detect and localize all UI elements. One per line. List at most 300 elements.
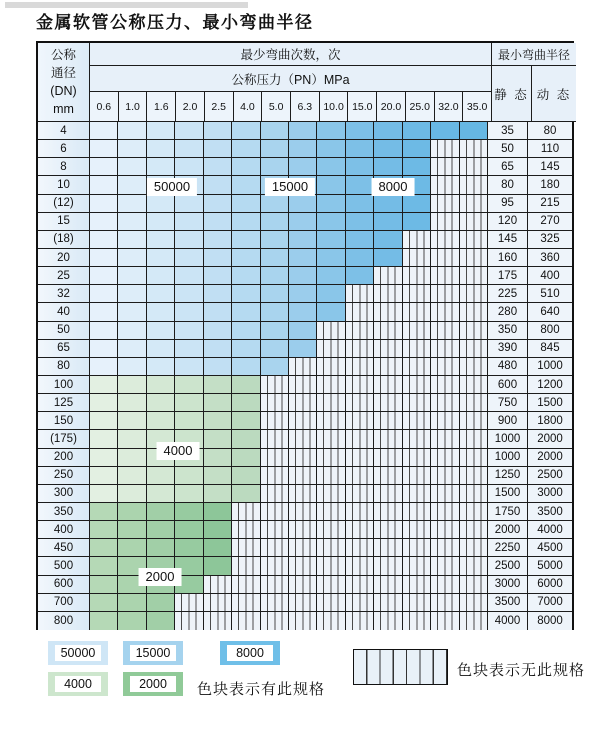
cycle-count-label: 8000 xyxy=(372,178,415,196)
dn-cell: 20 xyxy=(38,249,90,267)
dn-cell: (175) xyxy=(38,430,90,448)
spec-cell xyxy=(118,340,146,358)
spec-cell xyxy=(118,231,146,249)
spec-cell xyxy=(204,158,232,176)
table-row xyxy=(38,303,572,321)
spec-cell xyxy=(289,213,317,231)
static-value-cell: 280 xyxy=(488,303,528,321)
no-spec-cell xyxy=(374,322,402,340)
legend-swatch-label: 2000 xyxy=(130,676,176,692)
no-spec-cell xyxy=(431,140,459,158)
no-spec-cell xyxy=(431,267,459,285)
static-value-cell: 1000 xyxy=(488,430,528,448)
spec-cell xyxy=(147,612,175,630)
legend-swatch xyxy=(48,641,108,665)
spec-cell xyxy=(232,340,260,358)
spec-cell xyxy=(118,158,146,176)
no-spec-cell xyxy=(346,358,374,376)
cycle-count-label: 2000 xyxy=(139,568,182,586)
spec-cell xyxy=(232,140,260,158)
pressure-header: 公称压力（PN）MPa xyxy=(90,66,492,92)
static-value-cell: 50 xyxy=(488,140,528,158)
no-spec-cell xyxy=(431,576,459,594)
no-spec-cell xyxy=(460,140,488,158)
pressure-header-cell: 6.3 xyxy=(291,92,320,122)
no-spec-cell xyxy=(346,412,374,430)
spec-cell xyxy=(90,412,118,430)
dynamic-value-cell: 800 xyxy=(528,322,572,340)
pressure-header-cell: 25.0 xyxy=(406,92,435,122)
dn-cell: 300 xyxy=(38,485,90,503)
spec-cell xyxy=(204,467,232,485)
spec-cell xyxy=(118,267,146,285)
spec-cell xyxy=(147,285,175,303)
no-spec-cell xyxy=(403,467,431,485)
spec-cell xyxy=(90,195,118,213)
static-value-cell: 3500 xyxy=(488,594,528,612)
dn-cell: 125 xyxy=(38,394,90,412)
min-radius-header: 最小弯曲半径 xyxy=(492,43,576,66)
spec-cell xyxy=(346,158,374,176)
no-spec-cell xyxy=(346,340,374,358)
spec-cell xyxy=(175,158,203,176)
static-value-cell: 4000 xyxy=(488,612,528,630)
spec-cell xyxy=(232,412,260,430)
dynamic-value-cell: 80 xyxy=(528,122,572,140)
dn-cell: 8 xyxy=(38,158,90,176)
no-spec-cell xyxy=(374,557,402,575)
dynamic-value-cell: 6000 xyxy=(528,576,572,594)
dynamic-value-cell: 1800 xyxy=(528,412,572,430)
legend-swatch-label: 15000 xyxy=(130,645,176,661)
no-spec-cell xyxy=(403,285,431,303)
no-spec-cell xyxy=(346,503,374,521)
bend-cycles-header: 最少弯曲次数，次 xyxy=(90,43,492,66)
spec-cell xyxy=(175,394,203,412)
spec-cell xyxy=(204,303,232,321)
spec-cell xyxy=(232,267,260,285)
no-spec-cell xyxy=(261,467,289,485)
no-spec-cell xyxy=(374,394,402,412)
dn-cell: 500 xyxy=(38,557,90,575)
no-spec-cell xyxy=(261,503,289,521)
no-spec-cell xyxy=(232,503,260,521)
no-spec-cell xyxy=(403,267,431,285)
spec-cell xyxy=(90,612,118,630)
no-spec-cell xyxy=(317,557,345,575)
spec-cell xyxy=(90,340,118,358)
spec-cell xyxy=(317,285,345,303)
dynamic-value-cell: 1200 xyxy=(528,376,572,394)
spec-cell xyxy=(403,122,431,140)
no-spec-cell xyxy=(403,376,431,394)
spec-cell xyxy=(232,430,260,448)
dn-cell: 700 xyxy=(38,594,90,612)
dynamic-value-cell: 7000 xyxy=(528,594,572,612)
dynamic-value-cell: 1000 xyxy=(528,358,572,376)
dynamic-value-cell: 845 xyxy=(528,340,572,358)
dynamic-value-cell: 110 xyxy=(528,140,572,158)
no-spec-cell xyxy=(317,322,345,340)
static-value-cell: 160 xyxy=(488,249,528,267)
spec-cell xyxy=(175,521,203,539)
spec-cell xyxy=(90,231,118,249)
dynamic-value-cell: 400 xyxy=(528,267,572,285)
legend-swatch xyxy=(123,672,183,696)
spec-cell xyxy=(374,213,402,231)
spec-cell xyxy=(204,485,232,503)
no-spec-cell xyxy=(403,449,431,467)
cycle-count-label: 4000 xyxy=(157,442,200,460)
dn-cell: 32 xyxy=(38,285,90,303)
page-title: 金属软管公称压力、最小弯曲半径 xyxy=(36,13,314,32)
static-value-cell: 2000 xyxy=(488,521,528,539)
spec-cell xyxy=(118,322,146,340)
no-spec-cell xyxy=(346,576,374,594)
spec-cell xyxy=(147,322,175,340)
no-spec-cell xyxy=(460,557,488,575)
spec-cell xyxy=(346,195,374,213)
no-spec-cell xyxy=(374,539,402,557)
spec-cell xyxy=(232,485,260,503)
no-spec-cell xyxy=(346,485,374,503)
no-spec-cell xyxy=(232,594,260,612)
spec-cell xyxy=(118,213,146,231)
no-spec-cell xyxy=(460,249,488,267)
cycle-count-label: 15000 xyxy=(265,178,315,196)
no-spec-cell xyxy=(261,449,289,467)
no-spec-cell xyxy=(261,557,289,575)
spec-cell xyxy=(90,485,118,503)
spec-cell xyxy=(90,140,118,158)
no-spec-cell xyxy=(317,449,345,467)
spec-cell xyxy=(175,213,203,231)
spec-cell xyxy=(261,122,289,140)
static-value-cell: 35 xyxy=(488,122,528,140)
no-spec-cell xyxy=(317,612,345,630)
spec-cell xyxy=(175,122,203,140)
no-spec-cell xyxy=(374,376,402,394)
no-spec-cell xyxy=(431,594,459,612)
spec-cell xyxy=(175,358,203,376)
dynamic-value-cell: 4000 xyxy=(528,521,572,539)
no-spec-cell xyxy=(460,195,488,213)
no-spec-cell xyxy=(346,394,374,412)
spec-cell xyxy=(317,122,345,140)
spec-cell xyxy=(261,140,289,158)
spec-cell xyxy=(204,557,232,575)
static-value-cell: 600 xyxy=(488,376,528,394)
spec-cell xyxy=(204,213,232,231)
no-spec-cell xyxy=(460,612,488,630)
static-value-cell: 1000 xyxy=(488,449,528,467)
dynamic-value-cell: 5000 xyxy=(528,557,572,575)
table-row xyxy=(38,412,572,430)
spec-cell xyxy=(204,122,232,140)
dn-cell: 6 xyxy=(38,140,90,158)
table-row xyxy=(38,376,572,394)
table-header xyxy=(38,43,572,122)
static-value-cell: 1250 xyxy=(488,467,528,485)
spec-cell xyxy=(317,195,345,213)
spec-cell xyxy=(147,249,175,267)
spec-cell xyxy=(289,322,317,340)
dynamic-value-cell: 8000 xyxy=(528,612,572,630)
spec-cell xyxy=(204,394,232,412)
no-spec-cell xyxy=(403,358,431,376)
spec-cell xyxy=(175,503,203,521)
table-body xyxy=(38,122,572,630)
spec-cell xyxy=(204,449,232,467)
no-spec-cell xyxy=(261,594,289,612)
spec-cell xyxy=(147,158,175,176)
spec-cell xyxy=(147,503,175,521)
no-spec-cell xyxy=(346,285,374,303)
dn-cell: (12) xyxy=(38,195,90,213)
spec-cell xyxy=(374,140,402,158)
spec-cell xyxy=(118,303,146,321)
pressure-header-cell: 4.0 xyxy=(234,92,263,122)
spec-cell xyxy=(261,249,289,267)
no-spec-cell xyxy=(261,612,289,630)
no-spec-cell xyxy=(261,576,289,594)
no-spec-cell xyxy=(403,612,431,630)
spec-cell xyxy=(118,285,146,303)
no-spec-cell xyxy=(317,340,345,358)
static-value-cell: 2250 xyxy=(488,539,528,557)
no-spec-cell xyxy=(261,430,289,448)
pressure-values-header-row xyxy=(90,92,492,122)
static-header: 静 态 xyxy=(492,66,532,122)
no-spec-cell xyxy=(431,176,459,194)
dn-cell: 200 xyxy=(38,449,90,467)
spec-cell xyxy=(232,303,260,321)
spec-cell xyxy=(90,267,118,285)
static-value-cell: 750 xyxy=(488,394,528,412)
no-spec-cell xyxy=(460,285,488,303)
spec-cell xyxy=(147,521,175,539)
pressure-header-cell: 2.5 xyxy=(205,92,234,122)
table-row xyxy=(38,158,572,176)
no-spec-cell xyxy=(431,322,459,340)
no-spec-cell xyxy=(460,176,488,194)
spec-cell xyxy=(90,594,118,612)
spec-cell xyxy=(403,213,431,231)
legend-swatch xyxy=(48,672,108,696)
no-spec-cell xyxy=(346,376,374,394)
spec-cell xyxy=(118,449,146,467)
no-spec-cell xyxy=(289,358,317,376)
spec-cell xyxy=(90,249,118,267)
static-value-cell: 1750 xyxy=(488,503,528,521)
dn-header-line: 通径 xyxy=(50,65,76,80)
spec-cell xyxy=(204,176,232,194)
no-spec-cell xyxy=(374,340,402,358)
spec-cell xyxy=(147,122,175,140)
spec-cell xyxy=(346,140,374,158)
no-spec-cell xyxy=(431,394,459,412)
no-spec-cell xyxy=(289,485,317,503)
static-value-cell: 3000 xyxy=(488,576,528,594)
spec-cell xyxy=(90,576,118,594)
spec-cell xyxy=(90,376,118,394)
static-value-cell: 225 xyxy=(488,285,528,303)
spec-cell xyxy=(204,322,232,340)
static-value-cell: 80 xyxy=(488,176,528,194)
no-spec-cell xyxy=(317,594,345,612)
spec-cell xyxy=(346,213,374,231)
dynamic-value-cell: 510 xyxy=(528,285,572,303)
no-spec-cell xyxy=(289,594,317,612)
spec-cell xyxy=(175,322,203,340)
table-row xyxy=(38,122,572,140)
pressure-header-cell: 5.0 xyxy=(262,92,291,122)
no-spec-cell xyxy=(403,231,431,249)
spec-cell xyxy=(147,213,175,231)
no-spec-cell xyxy=(460,594,488,612)
no-spec-cell xyxy=(460,322,488,340)
spec-cell xyxy=(118,485,146,503)
legend-swatch-label: 50000 xyxy=(55,645,101,661)
no-spec-cell xyxy=(460,158,488,176)
spec-cell xyxy=(204,140,232,158)
spec-cell xyxy=(232,231,260,249)
spec-cell xyxy=(90,213,118,231)
spec-cell xyxy=(403,158,431,176)
dynamic-value-cell: 3500 xyxy=(528,503,572,521)
spec-cell xyxy=(90,449,118,467)
pressure-header-cell: 1.6 xyxy=(147,92,176,122)
spec-cell xyxy=(90,521,118,539)
spec-cell xyxy=(204,267,232,285)
table-row xyxy=(38,267,572,285)
legend-no-spec-text: 色块表示无此规格 xyxy=(457,662,586,679)
no-spec-cell xyxy=(431,213,459,231)
spec-cell xyxy=(403,140,431,158)
dn-cell: 600 xyxy=(38,576,90,594)
table-row xyxy=(38,539,572,557)
spec-cell xyxy=(374,195,402,213)
dynamic-value-cell: 3000 xyxy=(528,485,572,503)
spec-cell xyxy=(317,231,345,249)
spec-cell xyxy=(204,358,232,376)
no-spec-cell xyxy=(403,430,431,448)
static-value-cell: 95 xyxy=(488,195,528,213)
spec-cell xyxy=(289,195,317,213)
no-spec-cell xyxy=(261,412,289,430)
no-spec-cell xyxy=(317,576,345,594)
spec-cell xyxy=(90,503,118,521)
dn-header-line: (DN) xyxy=(50,84,77,98)
no-spec-cell xyxy=(374,503,402,521)
spec-cell xyxy=(147,412,175,430)
spec-cell xyxy=(175,267,203,285)
no-spec-cell xyxy=(431,449,459,467)
no-spec-cell xyxy=(346,539,374,557)
no-spec-cell xyxy=(346,303,374,321)
table-row xyxy=(38,485,572,503)
spec-cell xyxy=(147,376,175,394)
dynamic-value-cell: 4500 xyxy=(528,539,572,557)
no-spec-cell xyxy=(460,303,488,321)
legend-swatch-label: 8000 xyxy=(227,645,273,661)
spec-cell xyxy=(261,340,289,358)
spec-cell xyxy=(232,213,260,231)
table-row xyxy=(38,394,572,412)
spec-cell xyxy=(261,267,289,285)
spec-cell xyxy=(175,140,203,158)
no-spec-cell xyxy=(289,394,317,412)
no-spec-cell xyxy=(431,412,459,430)
no-spec-cell xyxy=(317,539,345,557)
no-spec-cell xyxy=(346,322,374,340)
spec-cell xyxy=(118,195,146,213)
no-spec-cell xyxy=(261,521,289,539)
no-spec-cell xyxy=(289,576,317,594)
spec-cell xyxy=(403,195,431,213)
no-spec-cell xyxy=(317,376,345,394)
table-row xyxy=(38,340,572,358)
dn-cell: 4 xyxy=(38,122,90,140)
no-spec-cell xyxy=(317,394,345,412)
spec-cell xyxy=(175,485,203,503)
no-spec-cell xyxy=(460,376,488,394)
no-spec-cell xyxy=(374,467,402,485)
table-row xyxy=(38,449,572,467)
spec-cell xyxy=(289,158,317,176)
no-spec-cell xyxy=(317,485,345,503)
dynamic-header: 动 态 xyxy=(532,66,576,122)
spec-cell xyxy=(261,195,289,213)
no-spec-cell xyxy=(346,557,374,575)
no-spec-cell xyxy=(374,358,402,376)
no-spec-cell xyxy=(346,449,374,467)
no-spec-cell xyxy=(460,213,488,231)
dn-cell: 65 xyxy=(38,340,90,358)
spec-cell xyxy=(317,140,345,158)
no-spec-cell xyxy=(175,612,203,630)
static-value-cell: 2500 xyxy=(488,557,528,575)
spec-cell xyxy=(204,430,232,448)
spec-cell xyxy=(90,430,118,448)
dynamic-value-cell: 215 xyxy=(528,195,572,213)
no-spec-cell xyxy=(317,358,345,376)
static-value-cell: 145 xyxy=(488,231,528,249)
pressure-header-cell: 15.0 xyxy=(348,92,377,122)
spec-cell xyxy=(118,521,146,539)
spec-cell xyxy=(204,249,232,267)
spec-cell xyxy=(261,231,289,249)
no-spec-cell xyxy=(374,576,402,594)
spec-cell xyxy=(346,231,374,249)
no-spec-cell xyxy=(261,376,289,394)
dn-cell: 50 xyxy=(38,322,90,340)
spec-cell xyxy=(175,340,203,358)
spec-cell xyxy=(147,140,175,158)
table-row xyxy=(38,557,572,575)
spec-cell xyxy=(232,176,260,194)
spec-cell xyxy=(118,376,146,394)
no-spec-cell xyxy=(232,557,260,575)
no-spec-cell xyxy=(289,467,317,485)
spec-cell xyxy=(90,122,118,140)
table-row xyxy=(38,195,572,213)
spec-cell xyxy=(317,158,345,176)
pressure-header-cell: 20.0 xyxy=(377,92,406,122)
no-spec-cell xyxy=(431,430,459,448)
spec-cell xyxy=(118,430,146,448)
pressure-header-cell: 2.0 xyxy=(176,92,205,122)
